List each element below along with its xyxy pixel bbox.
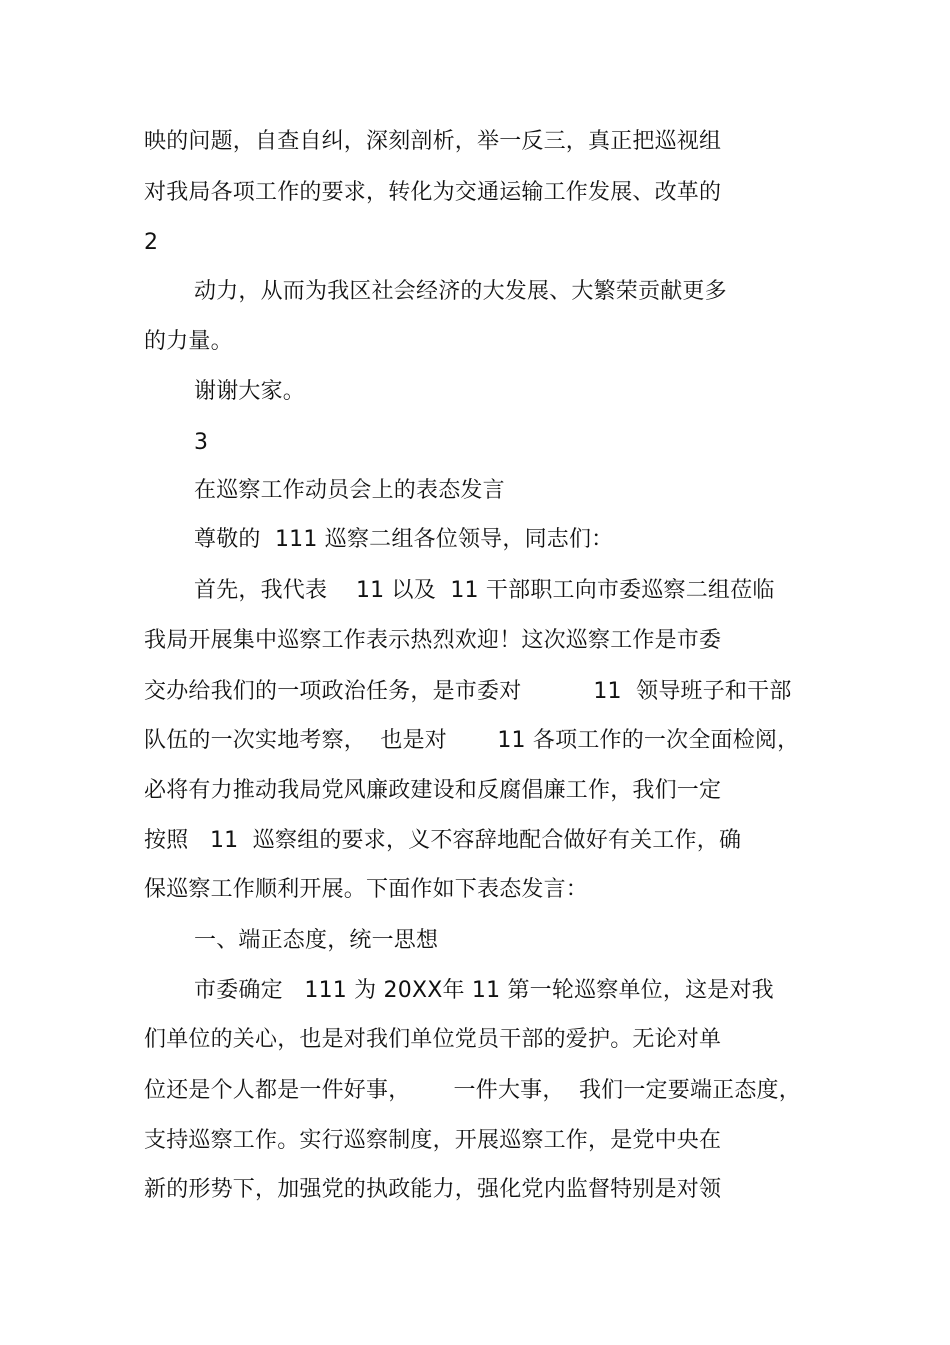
salutation: 尊敬的 111 巡察二组各位领导，同志们： [194, 527, 614, 552]
text-line: 市委确定 111 为 20XX年 11 第一轮巡察单位，这是对我 [194, 978, 774, 1003]
text-line: 保巡察工作顺利开展。下面作如下表态发言： [144, 877, 589, 902]
document-title: 在巡察工作动员会上的表态发言 [194, 478, 505, 503]
page-number: 2 [144, 230, 159, 255]
text-line: 队伍的一次实地考察， 也是对 11 各项工作的一次全面检阅， [144, 728, 800, 753]
text-line: 首先，我代表 11 以及 11 干部职工向市委巡察二组莅临 [194, 578, 775, 603]
text-line: 谢谢大家。 [194, 379, 306, 404]
text-line: 按照 11 巡察组的要求，义不容辞地配合做好有关工作，确 [144, 828, 742, 853]
section-heading: 一、端正态度，统一思想 [194, 928, 439, 953]
text-line: 新的形势下，加强党的执政能力，强化党内监督特别是对领 [144, 1177, 722, 1202]
text-line: 支持巡察工作。实行巡察制度，开展巡察工作，是党中央在 [144, 1128, 722, 1153]
text-line: 位还是个人都是一件好事， 一件大事， 我们一定要端正态度， [144, 1078, 801, 1103]
text-line: 我局开展集中巡察工作表示热烈欢迎！这次巡察工作是市委 [144, 628, 722, 653]
text-line: 必将有力推动我局党风廉政建设和反腐倡廉工作，我们一定 [144, 778, 722, 803]
text-line: 动力，从而为我区社会经济的大发展、大繁荣贡献更多 [194, 279, 727, 304]
text-line: 映的问题，自查自纠，深刻剖析，举一反三，真正把巡视组 [144, 129, 722, 154]
text-line: 交办给我们的一项政治任务，是市委对 11 领导班子和干部 [144, 679, 792, 704]
text-line: 们单位的关心，也是对我们单位党员干部的爱护。无论对单 [144, 1027, 722, 1052]
text-line: 的力量。 [144, 329, 233, 354]
page-number: 3 [194, 430, 209, 455]
text-line: 对我局各项工作的要求，转化为交通运输工作发展、改革的 [144, 180, 722, 205]
